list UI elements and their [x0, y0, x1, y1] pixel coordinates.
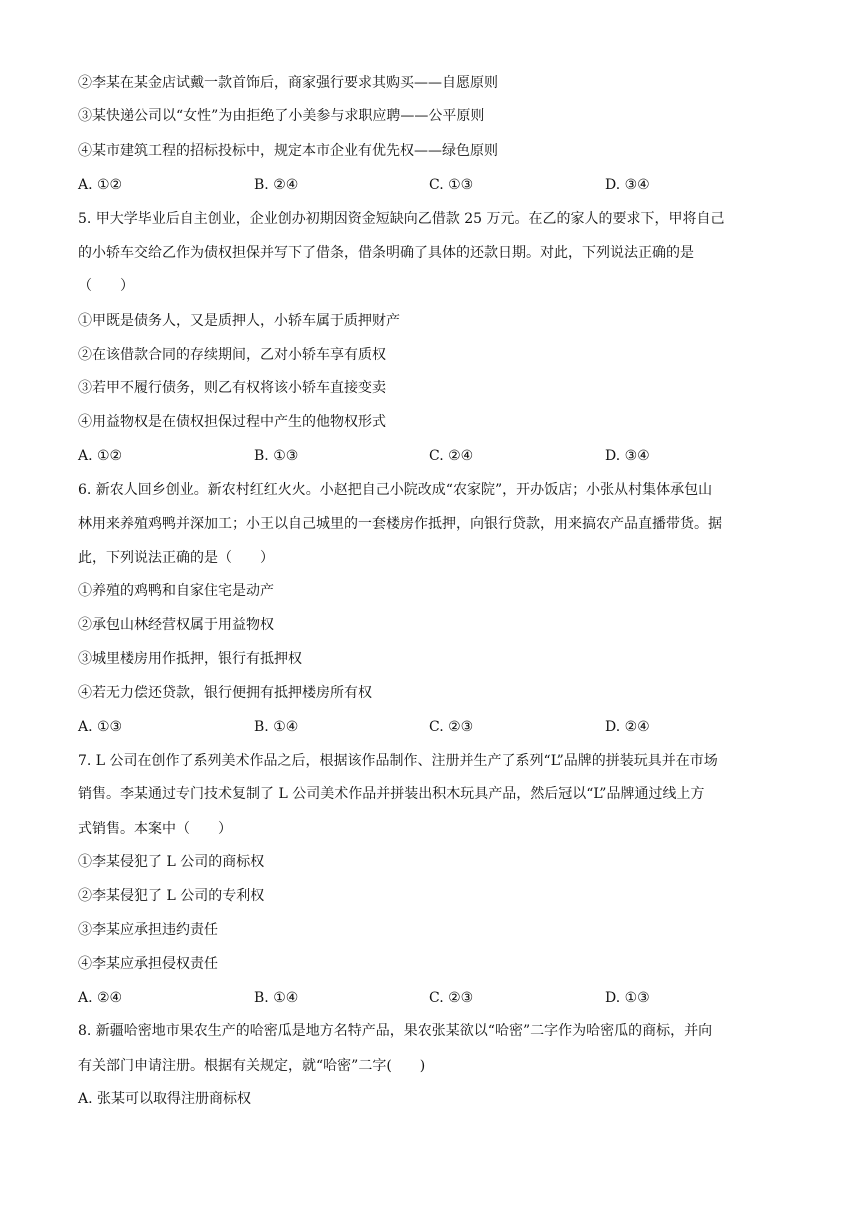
- q7-option-b[interactable]: B. ①④: [254, 990, 299, 1006]
- q5-option-d[interactable]: D. ③④: [605, 448, 650, 464]
- q6-options: [78, 717, 798, 737]
- q4-option-d[interactable]: D. ③④: [605, 177, 650, 193]
- q4-item-2: ②李某在某金店试戴一款首饰后，商家强行要求其购买——自愿原则: [78, 75, 498, 91]
- q6-option-c[interactable]: C. ②③: [429, 719, 474, 735]
- q5-answer-bracket: （ ）: [78, 278, 134, 294]
- q5-item-1: ①甲既是债务人，又是质押人，小轿车属于质押财产: [78, 313, 400, 329]
- q5-options: [78, 446, 798, 466]
- q6-item-4: ④若无力偿还贷款，银行便拥有抵押楼房所有权: [78, 685, 372, 701]
- q7-stem-line: 式销售。本案中（ ）: [78, 821, 232, 837]
- q7-option-d[interactable]: D. ①③: [605, 990, 650, 1006]
- q5-option-b[interactable]: B. ①③: [254, 448, 299, 464]
- q6-stem-line: 6. 新农人回乡创业。新农村红红火火。小赵把自己小院改成“农家院”，开办饭店；小张从村集体承包山: [78, 482, 713, 498]
- q8-option-a[interactable]: A. 张某可以取得注册商标权: [78, 1091, 252, 1107]
- q4-option-c[interactable]: C. ①③: [429, 177, 474, 193]
- q4-option-b[interactable]: B. ②④: [254, 177, 299, 193]
- q6-item-2: ②承包山林经营权属于用益物权: [78, 617, 274, 633]
- q4-options: [78, 175, 798, 195]
- q6-option-d[interactable]: D. ②④: [605, 719, 650, 735]
- q5-option-c[interactable]: C. ②④: [429, 448, 474, 464]
- q6-stem-line: 此，下列说法正确的是（ ）: [78, 550, 274, 566]
- q7-options: [78, 988, 798, 1008]
- q6-item-1: ①养殖的鸡鸭和自家住宅是动产: [78, 583, 274, 599]
- q7-item-4: ④李某应承担侵权责任: [78, 956, 218, 972]
- q8-stem-line: 有关部门申请注册。根据有关规定，就“哈密”二字( ): [78, 1058, 426, 1074]
- q6-item-3: ③城里楼房用作抵押，银行有抵押权: [78, 651, 302, 667]
- q8-stem-line: 8. 新疆哈密地市果农生产的哈密瓜是地方名特产品，果农张某欲以“哈密”二字作为哈密瓜的商标，并向: [78, 1023, 713, 1039]
- q6-option-b[interactable]: B. ①④: [254, 719, 299, 735]
- q7-option-a[interactable]: A. ②④: [78, 990, 123, 1006]
- q7-stem-line: 7. L 公司在创作了系列美术作品之后，根据该作品制作、注册并生产了系列“L”品牌的拼装玩具并在市场: [78, 753, 718, 769]
- q5-option-a[interactable]: A. ①②: [78, 448, 123, 464]
- q4-item-4: ④某市建筑工程的招标投标中，规定本市企业有优先权——绿色原则: [78, 143, 498, 159]
- q5-stem-line: 的小轿车交给乙作为债权担保并写下了借条，借条明确了具体的还款日期。对此，下列说法正确的是: [78, 245, 694, 261]
- q7-item-2: ②李某侵犯了 L 公司的专利权: [78, 888, 265, 904]
- q4-option-a[interactable]: A. ①②: [78, 177, 123, 193]
- q5-item-4: ④用益物权是在债权担保过程中产生的他物权形式: [78, 414, 386, 430]
- q4-item-3: ③某快递公司以“女性”为由拒绝了小美参与求职应聘——公平原则: [78, 108, 485, 124]
- q7-item-3: ③李某应承担违约责任: [78, 922, 218, 938]
- q5-item-2: ②在该借款合同的存续期间，乙对小轿车享有质权: [78, 347, 386, 363]
- q7-item-1: ①李某侵犯了 L 公司的商标权: [78, 854, 265, 870]
- q6-option-a[interactable]: A. ①③: [78, 719, 123, 735]
- q7-option-c[interactable]: C. ②③: [429, 990, 474, 1006]
- q5-item-3: ③若甲不履行债务，则乙有权将该小轿车直接变卖: [78, 380, 386, 396]
- q5-stem-line: 5. 甲大学毕业后自主创业，企业创办初期因资金短缺向乙借款 25 万元。在乙的家人的要求下，甲将自己: [78, 211, 725, 227]
- q7-stem-line: 销售。李某通过专门技术复制了 L 公司美术作品并拼装出积木玩具产品，然后冠以“L”品牌通过线上方: [78, 786, 705, 802]
- q6-stem-line: 林用来养殖鸡鸭并深加工；小王以自己城里的一套楼房作抵押，向银行贷款，用来搞农产品直播带货。据: [78, 516, 722, 532]
